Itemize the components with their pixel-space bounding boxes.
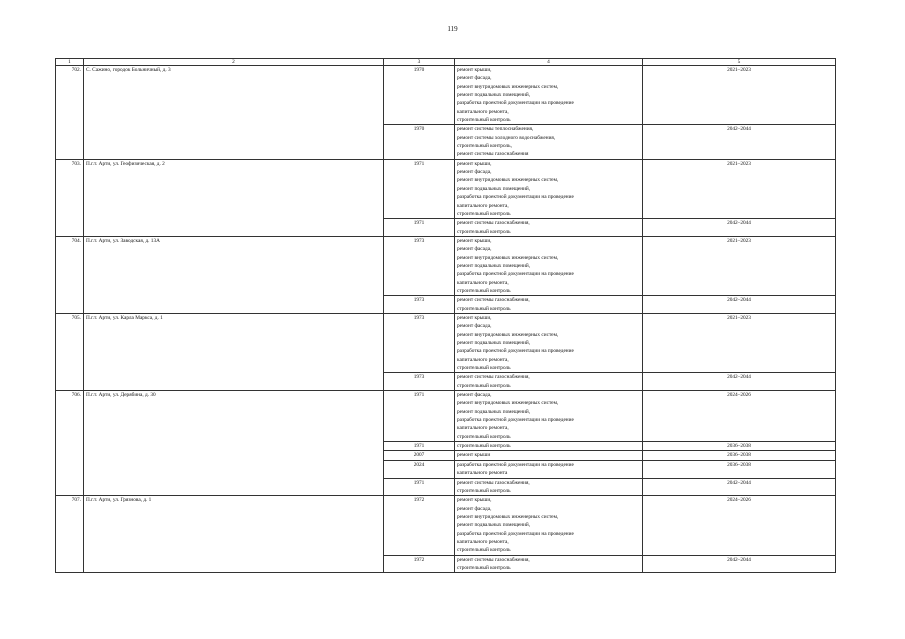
work-item: капитального ремонта,: [457, 108, 509, 115]
table-row: [56, 391, 836, 442]
work-item: ремонт системы газоснабжения,: [457, 556, 530, 563]
work-item: строительный контроль: [457, 228, 511, 235]
work-item: ремонт системы теплоснабжения,: [457, 126, 534, 133]
building-address: С. Сажино, городок Больничный, д. 3: [84, 66, 384, 160]
column-number-row: [56, 59, 836, 66]
work-item: капитального ремонта,: [457, 538, 509, 545]
work-item: строительный контроль: [457, 487, 511, 494]
work-item: ремонт системы газоснабжения: [457, 151, 529, 158]
work-item: ремонт крыши,: [457, 67, 492, 73]
building-address: П.г.т. Арти, ул. Грязнова, д. 1: [84, 496, 384, 573]
work-item: ремонт системы холодного водоснабжения,: [457, 134, 556, 141]
work-item: строительный контроль: [457, 210, 511, 217]
works-cell: [455, 391, 643, 442]
year-cell: 1972: [384, 496, 455, 555]
works-cell: [455, 66, 643, 125]
work-item: ремонт крыши,: [457, 237, 492, 244]
column-header: 5: [643, 59, 836, 66]
works-cell: [455, 555, 643, 573]
year-cell: 2024: [384, 460, 455, 478]
work-item: разработка проектной документации на проведение: [457, 100, 574, 107]
record-number: 702.: [56, 66, 84, 160]
year-cell: 1973: [384, 373, 455, 391]
work-item: капитального ремонта,: [457, 356, 509, 363]
work-item: ремонт системы газоснабжения,: [457, 479, 530, 486]
work-item: разработка проектной документации на проведение: [457, 271, 574, 278]
page-number: 119: [447, 25, 458, 33]
period-cell: 2021–2023: [643, 236, 836, 295]
period-cell: 2024–2026: [643, 391, 836, 442]
works-cell: [455, 373, 643, 391]
record-number: 703.: [56, 159, 84, 236]
work-item: разработка проектной документации на проведение: [457, 348, 574, 355]
work-item: ремонт фасада,: [457, 505, 492, 512]
works-cell: [455, 219, 643, 237]
record-number: 707.: [56, 496, 84, 573]
period-cell: 2024–2026: [643, 496, 836, 555]
work-item: строительный контроль,: [457, 143, 512, 150]
year-cell: 1970: [384, 125, 455, 159]
record-number: 706.: [56, 391, 84, 496]
work-item: ремонт крыши,: [457, 497, 492, 504]
work-item: строительный контроль: [457, 547, 511, 554]
year-cell: 1971: [384, 219, 455, 237]
column-header: 2: [84, 59, 384, 66]
work-item: разработка проектной документации на проведение: [457, 194, 574, 201]
work-item: строительный контроль: [457, 305, 511, 312]
period-cell: 2021–2023: [643, 159, 836, 218]
work-item: ремонт системы газоснабжения,: [457, 374, 530, 381]
period-cell: 2042–2044: [643, 296, 836, 314]
building-address: П.г.т. Арти, ул. Дерябина, д. 30: [84, 391, 384, 496]
table-row: [56, 159, 836, 218]
period-cell: 2021–2023: [643, 66, 836, 125]
record-number: 705.: [56, 313, 84, 390]
work-item: капитального ремонта,: [457, 279, 509, 286]
year-cell: 1973: [384, 296, 455, 314]
year-cell: 1971: [384, 391, 455, 442]
works-cell: [455, 496, 643, 555]
work-item: ремонт крыши,: [457, 160, 492, 167]
table-body: [56, 66, 836, 573]
work-item: ремонт внутридомовых инженерных систем,: [457, 513, 559, 520]
table-row: [56, 66, 836, 125]
column-header: 4: [455, 59, 643, 66]
year-cell: 1971: [384, 159, 455, 218]
year-cell: 2007: [384, 451, 455, 460]
work-item: ремонт внутридомовых инженерных систем,: [457, 177, 559, 184]
work-item: ремонт фасада,: [457, 246, 492, 253]
table-row: [56, 236, 836, 295]
works-cell: [455, 159, 643, 218]
work-item: разработка проектной документации на проведение: [457, 530, 574, 537]
work-item: ремонт фасада,: [457, 392, 492, 399]
table-row: [56, 313, 836, 372]
work-item: ремонт фасада,: [457, 323, 492, 330]
year-cell: 1973: [384, 236, 455, 295]
work-item: строительный контроль: [457, 382, 511, 389]
work-item: ремонт подвальных помещений,: [457, 262, 531, 269]
work-item: строительный контроль: [457, 117, 511, 124]
period-cell: 2036–2038: [643, 442, 836, 451]
work-item: ремонт крыши,: [457, 314, 492, 321]
works-cell: [455, 478, 643, 496]
year-cell: 1972: [384, 555, 455, 573]
building-address: П.г.т. Арти, ул. Геофизическая, д. 2: [84, 159, 384, 236]
work-item: строительный контроль: [457, 433, 511, 440]
work-item: ремонт системы газоснабжения,: [457, 297, 530, 304]
year-cell: 1971: [384, 478, 455, 496]
period-cell: 2021–2023: [643, 313, 836, 372]
year-cell: 1973: [384, 313, 455, 372]
period-cell: 2036–2038: [643, 460, 836, 478]
work-item: ремонт системы газоснабжения,: [457, 220, 530, 227]
work-item: ремонт внутридомовых инженерных систем,: [457, 400, 559, 407]
period-cell: 2042–2044: [643, 478, 836, 496]
work-item: ремонт подвальных помещений,: [457, 92, 531, 99]
work-item: ремонт подвальных помещений,: [457, 408, 531, 415]
work-item: строительный контроль: [457, 365, 511, 372]
work-item: ремонт подвальных помещений,: [457, 185, 531, 192]
work-item: ремонт фасада,: [457, 75, 492, 82]
record-number: 704.: [56, 236, 84, 313]
work-item: строительный контроль: [457, 287, 511, 294]
year-cell: 1971: [384, 442, 455, 451]
work-item: капитального ремонта: [457, 470, 508, 477]
column-header: 1: [56, 59, 84, 66]
work-item: разработка проектной документации на проведение: [457, 461, 574, 468]
works-cell: [455, 296, 643, 314]
works-cell: [455, 125, 643, 159]
period-cell: 2042–2044: [643, 219, 836, 237]
period-cell: 2036–2038: [643, 451, 836, 460]
period-cell: 2042–2044: [643, 125, 836, 159]
work-item: разработка проектной документации на проведение: [457, 417, 574, 424]
work-item: строительный контроль: [457, 443, 511, 450]
building-address: П.г.т. Арти, ул. Карла Маркса, д. 1: [84, 313, 384, 390]
work-item: ремонт фасада,: [457, 169, 492, 176]
works-cell: [455, 313, 643, 372]
work-item: ремонт подвальных помещений,: [457, 522, 531, 529]
column-header: 3: [384, 59, 455, 66]
works-cell: [455, 442, 643, 451]
work-item: ремонт крыши: [457, 452, 491, 459]
work-item: ремонт внутридомовых инженерных систем,: [457, 83, 559, 90]
period-cell: 2042–2044: [643, 373, 836, 391]
work-item: ремонт внутридомовых инженерных систем,: [457, 254, 559, 261]
building-address: П.г.т. Арти, ул. Заводская, д. 13А: [84, 236, 384, 313]
work-item: капитального ремонта,: [457, 425, 509, 432]
table-row: [56, 496, 836, 555]
year-cell: 1970: [384, 66, 455, 125]
capital-repair-table: [55, 58, 836, 573]
work-item: ремонт внутридомовых инженерных систем,: [457, 331, 559, 338]
work-item: строительный контроль: [457, 564, 511, 571]
works-cell: [455, 236, 643, 295]
works-cell: [455, 451, 643, 460]
period-cell: 2042–2044: [643, 555, 836, 573]
work-item: ремонт подвальных помещений,: [457, 340, 531, 346]
works-cell: [455, 460, 643, 478]
work-item: капитального ремонта,: [457, 202, 509, 209]
